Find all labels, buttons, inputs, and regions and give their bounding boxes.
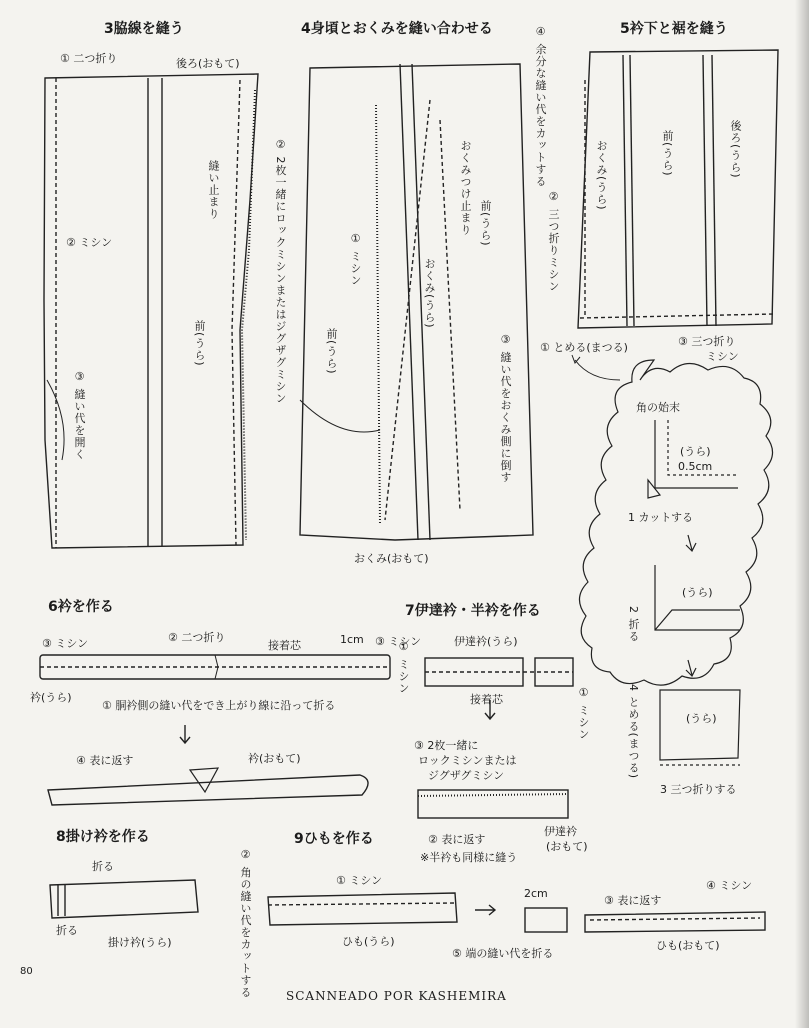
step5-cut-excess-label: ④ 余分な縫い代をカットする	[534, 25, 547, 188]
step6-collar-outer-label: 衿(おもて)	[248, 752, 301, 765]
step6-turn-label: ④ 表に返す	[76, 754, 134, 767]
step4-okumi-stop-label: おくみつけ止まり	[459, 140, 472, 236]
step4-machine-label: ① ミシン	[349, 232, 362, 287]
step5-panel-illustration	[572, 50, 778, 380]
step5-tack-label: ① とめる(まつる)	[540, 341, 628, 354]
page-number: 80	[20, 966, 33, 977]
step7-machine-left: ① ミシン	[397, 640, 410, 695]
step5-triple-fold-bottom: ③ 三つ折り	[678, 335, 736, 348]
step7-overlock-label: ③ 2枚一緒に	[414, 739, 479, 752]
step9-himo-outer-label: ひも(おもて)	[656, 939, 720, 952]
step7-turn-label: ② 表に返す	[428, 833, 486, 846]
step8-fold-bottom: 折る	[56, 924, 78, 937]
step4-front-inner-left: 前(うら)	[325, 328, 338, 375]
corner-inner2-label: (うら)	[682, 586, 713, 599]
step6-collar-inner-label: 衿(うら)	[30, 691, 72, 704]
step8-kake-inner-label: 掛け衿(うら)	[108, 936, 172, 949]
step8-fold-top: 折る	[92, 860, 114, 873]
corner-inner-label: (うら)	[680, 445, 711, 458]
step7-overlock2-label: ロックミシンまたは	[418, 754, 517, 767]
step9-fold-ends-label: ⑤ 端の縫い代を折る	[452, 947, 554, 960]
step6-fold-line-label: ① 胴衿側の縫い代をでき上がり線に沿って折る	[102, 699, 336, 712]
step4-front-inner-right: 前(うら)	[479, 200, 492, 247]
step3-panel-illustration	[44, 74, 258, 548]
step4-okumi-outer-label: おくみ(おもて)	[354, 552, 429, 565]
corner-inner3-label: (うら)	[686, 712, 717, 725]
step3-back-outer-label: 後ろ(おもて)	[176, 57, 240, 70]
step3-open-allowance-label: ③ 縫い代を開く	[73, 370, 86, 461]
step7-overlock3-label: ジグザグミシン	[428, 769, 505, 782]
corner-detail-cloud	[579, 360, 772, 765]
corner-title: 角の始末	[636, 401, 680, 414]
step4-press-allowance-label: ③ 縫い代をおくみ側に倒す	[499, 333, 512, 484]
scan-credit: SCANNEADO POR KASHEMIRA	[286, 989, 507, 1003]
step5-front-inner-label: 前(うら)	[661, 130, 674, 177]
step9-measure-label: 2cm	[524, 887, 548, 900]
step3-fold-label: ① 二つ折り	[60, 52, 118, 65]
step7-title: 7伊達衿・半衿を作る	[405, 603, 541, 619]
step3-machine-label: ② ミシン	[66, 236, 113, 249]
step5-triple-fold-label: ② 三つ折りミシン	[547, 190, 560, 293]
step8-title: 8掛け衿を作る	[56, 829, 150, 845]
step9-title: 9ひもを作る	[294, 831, 374, 847]
step8-kakeeri-illustration	[50, 880, 198, 918]
step7-date-outer2-label: (おもて)	[546, 840, 588, 853]
step6-machine-left: ③ ミシン	[42, 637, 89, 650]
step6-collar-illustration	[40, 655, 390, 805]
step3-sew-stop-label: 縫い止まり	[207, 160, 220, 220]
step9-machine-label: ① ミシン	[336, 874, 383, 887]
step6-title: 6衿を作る	[48, 599, 114, 615]
step4-title: 4身頃とおくみを縫い合わせる	[301, 21, 493, 37]
step9-himo-inner-label: ひも(うら)	[342, 935, 395, 948]
step7-note: ※半衿も同様に縫う	[420, 851, 518, 864]
corner-step3-label: 3 三つ折りする	[660, 783, 737, 796]
corner-step2-label: 2 折る	[627, 606, 640, 643]
step7-interfacing-label: 接着芯	[470, 693, 503, 706]
step7-collar-illustration	[418, 658, 573, 818]
step6-machine-right: ③ ミシン	[375, 635, 422, 648]
step6-measure-label: 1cm	[340, 633, 364, 646]
step5-back-inner-label: 後ろ(うら)	[729, 120, 742, 179]
corner-measure-label: 0.5cm	[678, 460, 713, 473]
step4-overlock-label: ② 2枚一緒にロックミシンまたはジグザグミシン	[274, 138, 287, 405]
step9-turn-label: ③ 表に返す	[604, 894, 662, 907]
step6-interfacing-label: 接着芯	[268, 639, 301, 652]
step5-triple-fold-bottom2: ミシン	[706, 350, 739, 363]
step7-date-inner-label: 伊達衿(うら)	[454, 635, 518, 648]
step5-okumi-inner-label: おくみ(うら)	[595, 140, 608, 211]
step7-date-outer-label: 伊達衿	[544, 825, 577, 838]
corner-step4-label: 4 とめる(まつる)	[627, 684, 640, 780]
step9-cut-corner-label: ② 角の縫い代をカットする	[239, 848, 252, 999]
step5-title: 5衿下と裾を縫う	[620, 21, 728, 37]
step9-machine-right: ④ ミシン	[706, 879, 753, 892]
step3-title: 3脇線を縫う	[104, 21, 184, 37]
corner-step1-label: 1 カットする	[628, 511, 694, 524]
step6-fold-label: ② 二つ折り	[168, 631, 226, 644]
step9-himo-illustration	[268, 893, 765, 932]
step4-okumi-inner-label: おくみ(うら)	[423, 258, 436, 329]
step3-front-inner-label: 前(うら)	[193, 320, 206, 367]
step7-machine-right: ① ミシン	[577, 686, 590, 741]
